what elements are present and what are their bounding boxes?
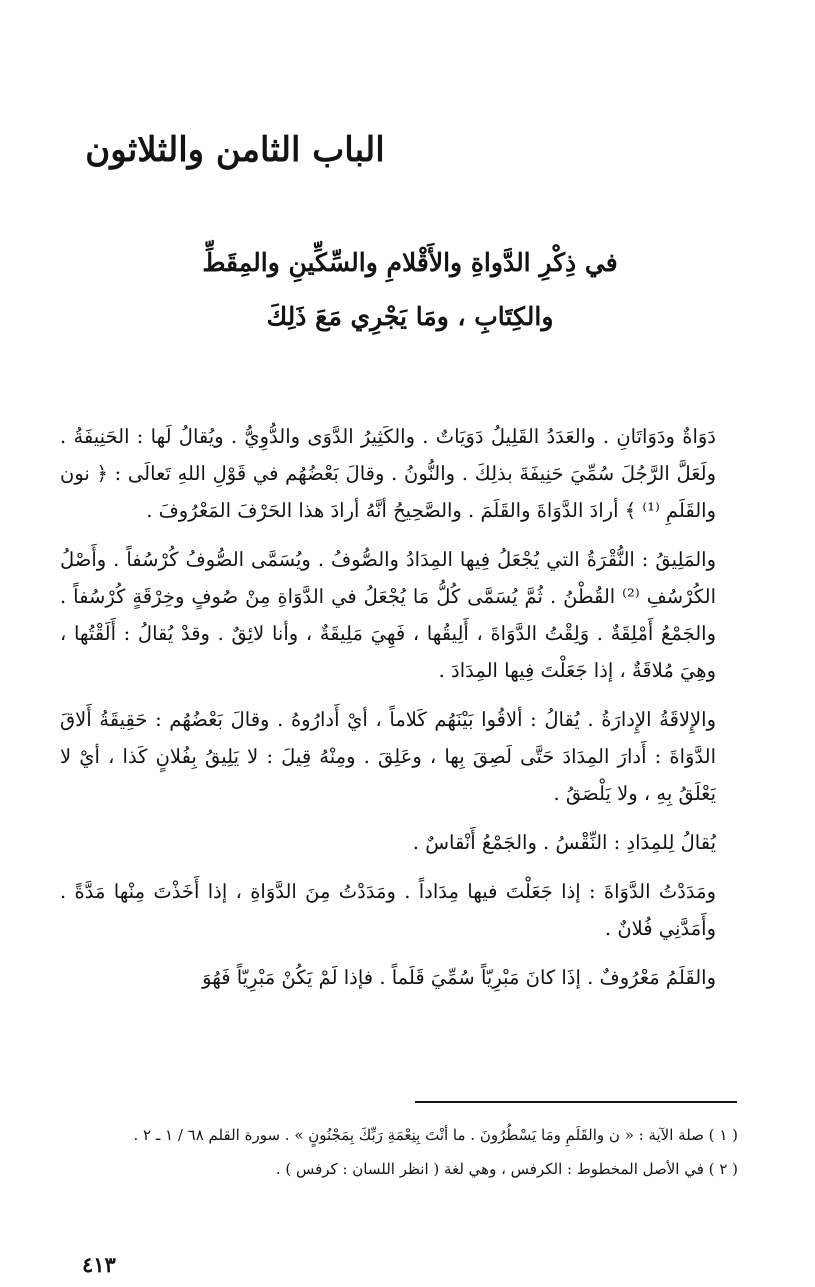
paragraph-midad: يُقالُ لِلمِدَادِ : النِّقْسُ . والجَمْعُ أَنْقاسٌ . <box>412 831 716 854</box>
footnote-divider <box>415 1101 737 1103</box>
paragraph-maliq: والمَلِيقُ : النُّقْرَةُ التي يُجْعَلُ فِيها المِدَادُ والصُّوفُ . ويُسَمَّى الصُّوفُ كُرْسُفاً . وأَصْلُ الكُرْسُفِ ⁽²⁾ القُطْنُ . ثُمَّ يُسَمَّى كُلُّ مَا يُجْعَلُ في الدَّوَاةِ مِنْ صُوفٍ وخِرْقَةٍ كُرْسُفاً . والجَمْعُ أَمْلِقَةٌ . وَلِقْتُ الدَّوَاةَ ، أَلِيقُها ، فَهِيَ مَلِيقَةٌ ، وأنا لائِقٌ . وقدْ يُقالُ : أَلَقْتُها ، وهِيَ مُلاقَةٌ ، إذا جَعَلْتَ فِيها المِدَادَ . <box>60 548 716 682</box>
subtitle-line-1: في ذِكْرِ الدَّواةِ والأَقْلامِ والسِّكِّينِ والمِقَطِّ <box>202 248 618 277</box>
footnote-1: ( ١ ) صلة الآية : « ن والقَلَمِ ومَا يَسْطُرُونَ . ما أنْتَ بِنِعْمَةِ رَبِّكَ بِمَجْنُونٍ » . سورة القلم ٦٨ / ١ ـ ٢ . <box>133 1126 738 1144</box>
paragraph-qalam: والقَلَمُ مَعْرُوفٌ . إذَا كانَ مَبْرِيّاً سُمِّيَ قَلَماً . فإذا لَمْ يَكُنْ مَبْرِيّاً فَهُوَ <box>202 966 716 989</box>
paragraph-ilaqa: والإِلاقَةُ الإِدارَةُ . يُقالُ : ألاقُوا بَيْنَهُم كَلاماً ، أيْ أَدارُوهُ . وقالَ بَعْضُهُم : حَقِيقَةُ أَلاقَ الدَّوَاةَ : أَدارَ المِدَادَ حَتَّى لَصِقَ بِها ، وعَلِقَ . ومِنْهُ قِيلَ : لا يَلِيقُ بِفُلانٍ كَذا ، أيْ لا يَعْلَقُ بِهِ ، ولا يَلْصَقُ . <box>60 708 716 805</box>
chapter-subtitle <box>150 236 670 344</box>
body-text <box>60 418 738 1008</box>
footnotes <box>80 1120 738 1188</box>
paragraph-dawat: دَوَاةٌ ودَوَاتَانِ . والعَدَدُ القَلِيلُ دَوَيَاتٌ . والكَثِيرُ الدَّوَى والدُّوِيُّ . ويُقالُ لَها : الحَنِيفَةُ . ولَعَلَّ الرَّجُلَ سُمِّيَ حَنِيفَةَ بذلِكَ . والنُّونُ . وقالَ بَعْضُهُم في قَوْلِ اللهِ تَعالَى : ﴿ نون والقَلَمِ ⁽¹⁾ ﴾ أرادَ الدَّوَاةَ والقَلَمَ . والصَّحِيحُ أنَّهُ أرادَ هذا الحَرْفَ المَعْرُوفَ . <box>60 425 716 522</box>
footnote-2: ( ٢ ) في الأصل المخطوط : الكرفس ، وهي لغة ( انظر اللسان : كرفس ) . <box>275 1160 738 1178</box>
page-number: ٤١٣ <box>82 1252 116 1277</box>
chapter-title: الباب الثامن والثلاثون <box>85 130 385 170</box>
subtitle-line-2: والكِتَابِ ، ومَا يَجْرِي مَعَ ذَلِكَ <box>266 302 554 331</box>
paragraph-madadtu: ومَدَدْتُ الدَّوَاةَ : إذا جَعَلْتَ فيها مِدَاداً . ومَدَدْتُ مِنَ الدَّوَاةِ ، إذا أَخَذْتَ مِنْها مَدَّةً . وأَمَدَّنِي فُلانٌ . <box>60 880 716 940</box>
